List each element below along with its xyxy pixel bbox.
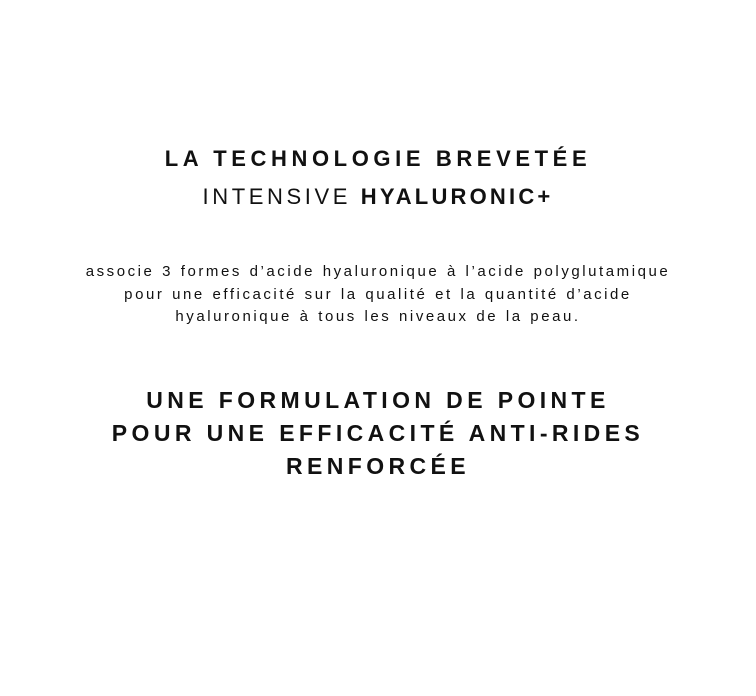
subheading-line-3: RENFORCÉE	[285, 453, 470, 479]
subheading-line-2: POUR UNE EFFICACITÉ ANTI-RIDES	[111, 420, 645, 446]
title-line-1: LA TECHNOLOGIE BREVETÉE	[164, 146, 592, 171]
description-paragraph: associe 3 formes d’acide hyaluronique à l’acide polyglutamique pour une efficacité sur la qualité et la quantité d’acide hyaluronique à tous les niveaux de la peau.	[85, 263, 671, 325]
title-intensive-text: INTENSIVE	[202, 184, 352, 209]
subheading	[40, 384, 716, 483]
title-line-2	[0, 176, 756, 218]
title-hyaluronic-text: HYALURONIC+	[360, 184, 554, 209]
page-title	[0, 142, 756, 218]
subheading-line-1: UNE FORMULATION DE POINTE	[146, 387, 610, 413]
